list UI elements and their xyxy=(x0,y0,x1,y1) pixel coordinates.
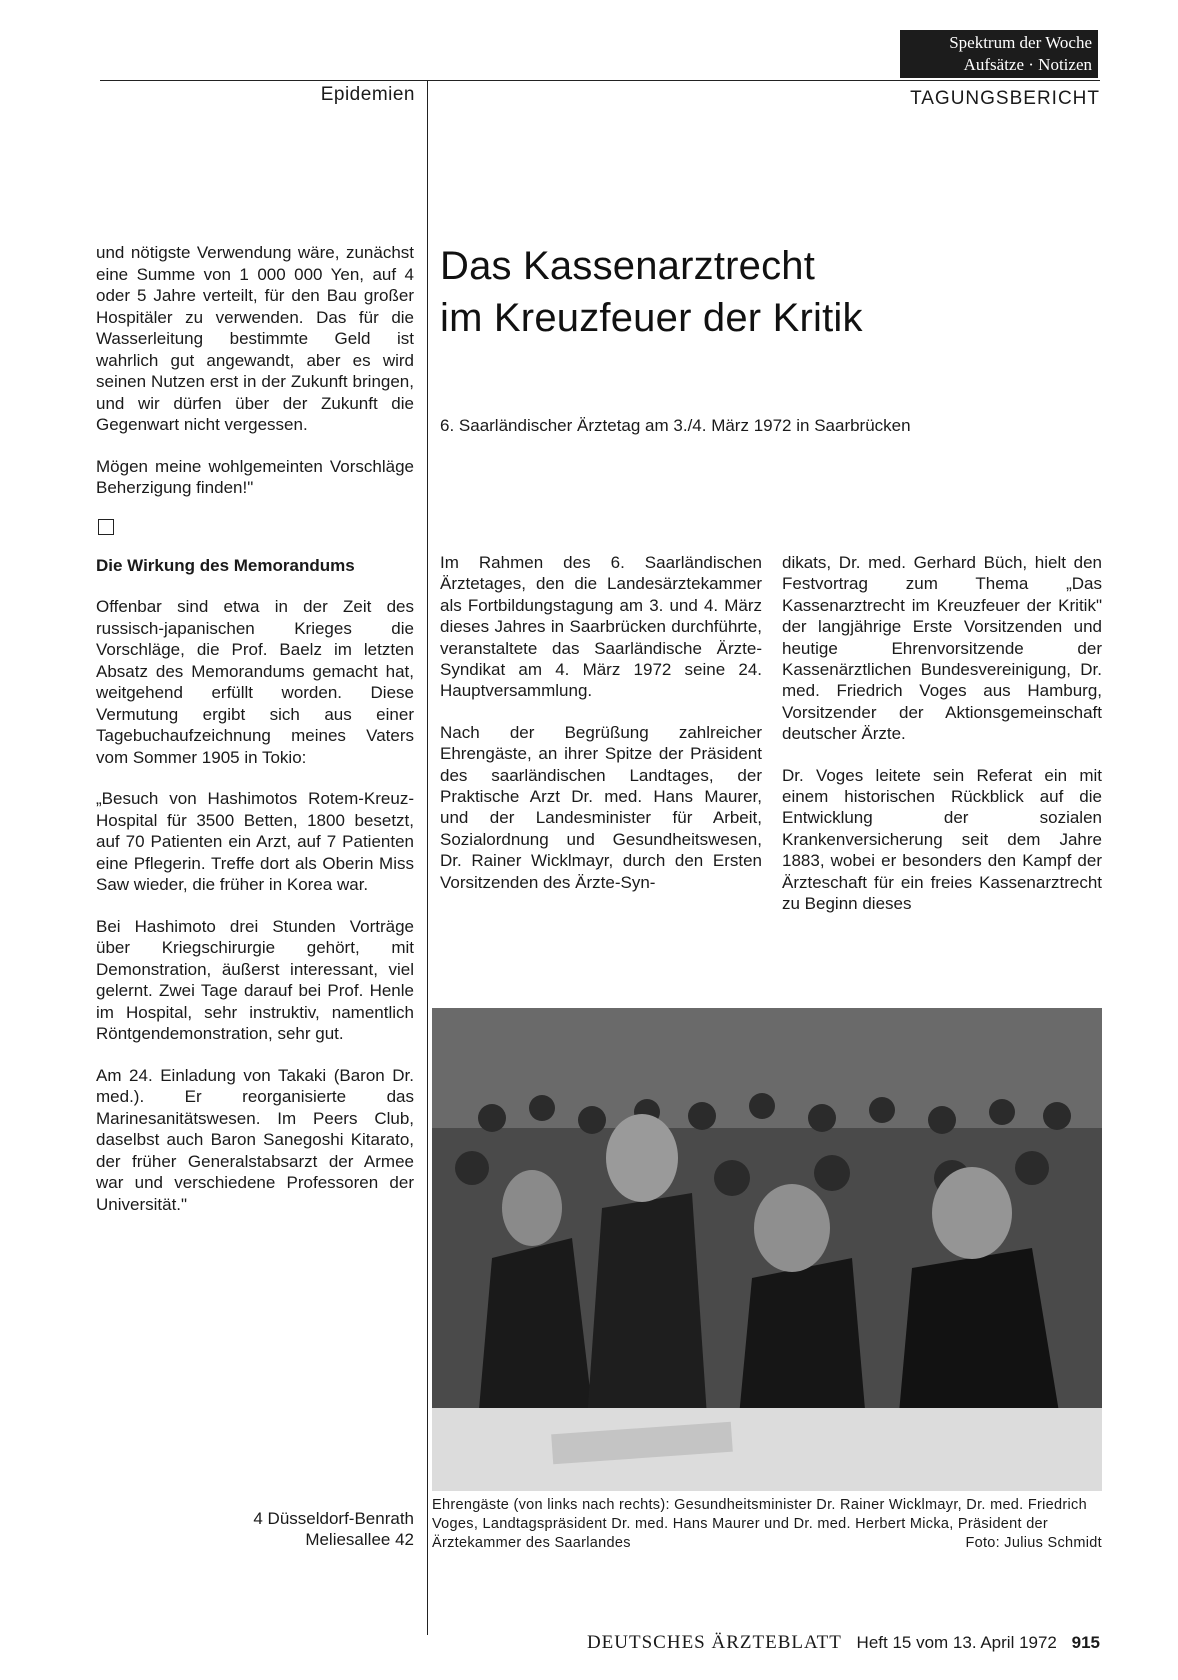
paragraph: Nach der Begrüßung zahlreicher Ehrengäste, an ihrer Spitze der Präsident des saarländischen Landtages, der Praktische Arzt Dr. med. Hans Maurer, und der Landesminister für Arbeit, Sozialordnung und Gesundheitswesen, Dr. Rainer Wicklmayr, durch den Ersten Vorsitzenden des Ärzte-Syn- xyxy=(440,722,762,892)
paragraph: Mögen meine wohlgemeinten Vorschläge Beherzigung finden!" xyxy=(96,456,414,497)
article-subtitle: 6. Saarländischer Ärztetag am 3./4. März 1972 in Saarbrücken xyxy=(440,416,911,435)
photo-illustration xyxy=(432,1008,1102,1491)
paragraph: Offenbar sind etwa in der Zeit des russisch-japanischen Krieges die Vorschläge, die Prof. Baelz im letzten Absatz des Memorandums gemacht hat, weitgehend erfüllt worden. Diese Vermutung ergibt sich aus einer Tagebuchaufzeichnung meines Vaters vom Sommer 1905 in Tokio: xyxy=(96,597,414,767)
journal-name: DEUTSCHES ÄRZTEBLATT xyxy=(586,1632,842,1653)
title-line-1: Das Kassenarztrecht xyxy=(440,244,816,288)
event-photo xyxy=(432,1008,1102,1491)
column-divider xyxy=(427,80,428,1635)
badge-line-2: Aufsätze · Notizen xyxy=(963,55,1092,74)
subheading: Die Wirkung des Memorandums xyxy=(96,555,355,575)
article-column-1 xyxy=(440,552,762,913)
address-line-1: 4 Düsseldorf-Benrath xyxy=(253,1509,414,1528)
section-label-left: Epidemien xyxy=(320,84,415,105)
paragraph: Am 24. Einladung von Takaki (Baron Dr. med.). Er reorganisierte das Marinesanitätswesen. Im Peers Club, daselbst auch Baron Sanegoshi Kitarato, der früher Generalstabsarzt der Armee war und verschiedene Professoren der Universität." xyxy=(96,1065,414,1214)
paragraph: dikats, Dr. med. Gerhard Büch, hielt den Festvortrag zum Thema „Das Kassenarztrecht im Kreuzfeuer der Kritik" der langjährige Erste Vorsitzenden und heutige Ehrenvorsitzende der Kassenärztlichen Bundesvereinigung, Dr. med. Friedrich Voges aus Hamburg, Vorsitzender der Aktionsgemeinschaft deutscher Ärzte. xyxy=(782,553,1102,744)
left-column xyxy=(96,242,414,1235)
title-line-2: im Kreuzfeuer der Kritik xyxy=(440,296,863,340)
paragraph: Im Rahmen des 6. Saarländischen Ärztetages, den die Landesärztekammer als Fortbildungstagung am 3. und 4. März dieses Jahres in Saarbrücken durchführte, veranstaltete das Saarländische Ärzte-Syndikat am 4. März 1972 seine 24. Hauptversammlung. xyxy=(440,553,762,701)
address-line-2: Meliesallee 42 xyxy=(305,1530,414,1549)
header-rule xyxy=(100,80,1100,81)
author-address xyxy=(214,1508,414,1550)
page-footer xyxy=(480,1632,1100,1654)
paragraph: und nötigste Verwendung wäre, zunächst eine Summe von 1 000 000 Yen, auf 4 oder 5 Jahre verteilt, für den Bau großer Hospitäler zu verwenden. Das für die Wasserleitung bestimmte Geld ist wahrlich gut angewandt, aber es wird seinen Nutzen erst in der Zukunft bringen, und wir dürfen über der Zukunft die Gegenwart nicht vergessen. xyxy=(96,243,414,434)
section-label-right: TAGUNGSBERICHT xyxy=(910,88,1100,109)
end-mark-box xyxy=(98,519,114,535)
page-number: 915 xyxy=(1071,1633,1100,1652)
section-badge xyxy=(900,30,1098,78)
badge-line-1: Spektrum der Woche xyxy=(949,33,1092,52)
issue-info: Heft 15 vom 13. April 1972 xyxy=(856,1633,1057,1652)
caption-text: Ehrengäste (von links nach rechts): Gesundheitsminister Dr. Rainer Wicklmayr, Dr. med. Friedrich Voges, Landtagspräsident Dr. med. Hans Maurer und Dr. med. Herbert Micka, Präsident der Ärztekammer des Saarlandes xyxy=(432,1497,1087,1551)
paragraph: Bei Hashimoto drei Stunden Vorträge über Kriegschirurgie gehört, mit Demonstration, äußerst interessant, viel gelernt. Zwei Tage darauf bei Prof. Henle im Hospital, sehr instruktiv, namentlich Röntgendemonstration, sehr gut. xyxy=(96,916,414,1043)
article-title xyxy=(440,240,1040,344)
paragraph: „Besuch von Hashimotos Rotem-Kreuz-Hospital für 3500 Betten, 1800 besetzt, auf 70 Patienten ein Arzt, auf 7 Patienten eine Pflegerin. Treffe dort als Oberin Miss Saw wieder, die früher in Korea war. xyxy=(96,789,414,894)
paragraph: Dr. Voges leitete sein Referat ein mit einem historischen Rückblick auf die Entwicklung der sozialen Krankenversicherung seit dem Jahre 1883, wobei er besonders den Kampf der Ärzteschaft für ein freies Kassenarztrecht zu Beginn dieses xyxy=(782,765,1102,914)
article-column-2 xyxy=(782,552,1102,935)
photo-caption xyxy=(432,1496,1102,1553)
photo-credit: Foto: Julius Schmidt xyxy=(965,1535,1102,1551)
